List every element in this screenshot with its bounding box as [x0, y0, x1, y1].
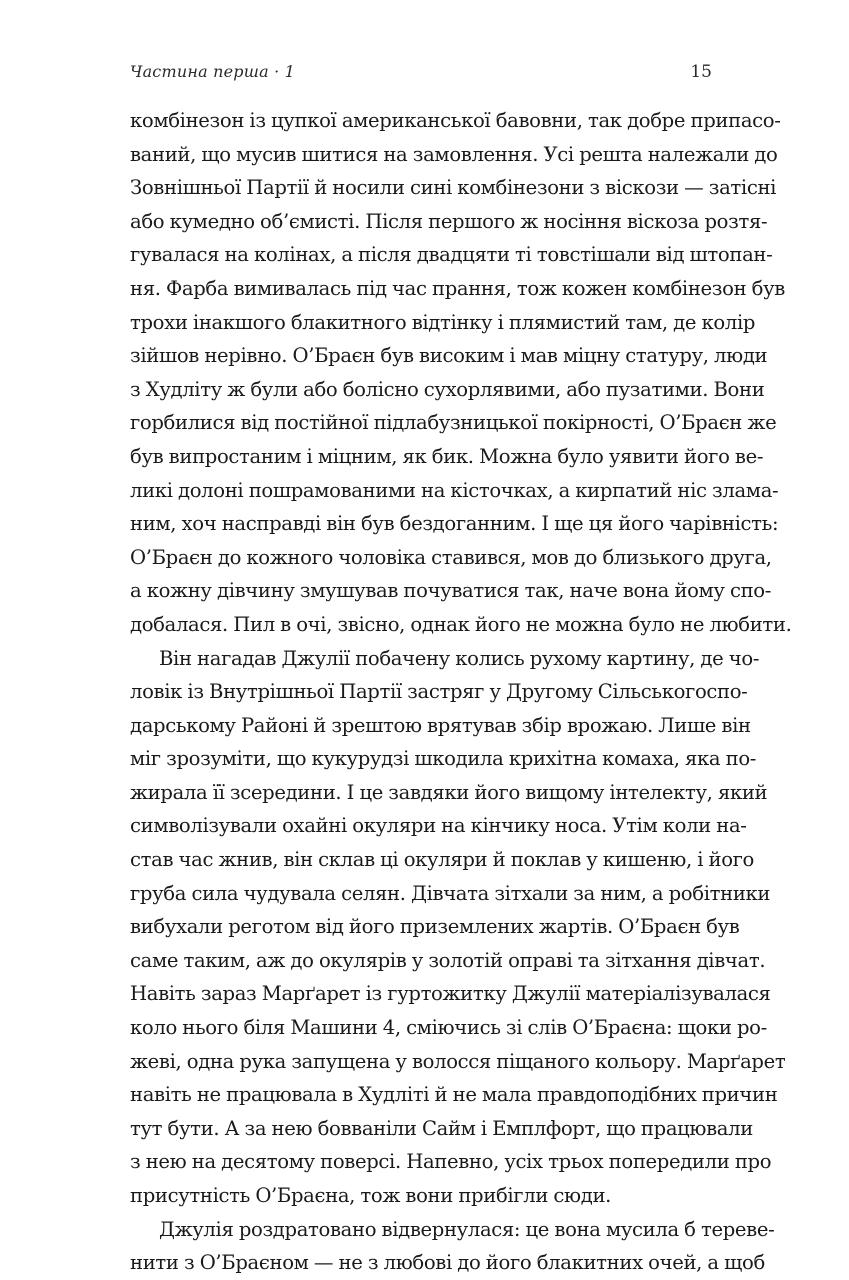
- text-line: ликі долоні пошрамованими на кісточках, а кирпатий ніс злама-: [130, 478, 779, 502]
- text-line: ним, хоч насправді він був бездоганним. І ще ця його чарівність:: [130, 512, 779, 536]
- paragraph: [130, 1213, 775, 1280]
- text-line: був випростаним і міцним, як бик. Можна було уявити його ве-: [130, 444, 764, 468]
- text-line: коло нього біля Машини 4, сміючись зі слів О’Браєна: щоки ро-: [130, 1016, 767, 1040]
- text-line: добалася. Пил в очі, звісно, однак його не можна було не любити.: [130, 612, 792, 636]
- text-line: Навіть зараз Марґарет із гуртожитку Джулії матеріалізувалася: [130, 982, 771, 1006]
- text-line: горбилися від постійної підлабузницької покірності, О’Браєн же: [130, 411, 777, 435]
- text-line: жеві, одна рука запущена у волосся піщаного кольору. Марґарет: [130, 1049, 786, 1073]
- text-line: трохи інакшого блакитного відтінку і плямистий там, де колір: [130, 310, 756, 334]
- text-line: нити з О’Браєном — не з любові до його блакитних очей, а щоб: [130, 1251, 765, 1275]
- text-line: Зовнішньої Партії й носили сині комбінезони з віскози — затісні: [130, 176, 777, 200]
- text-line: комбінезон із цупкої американської бавовни, так добре припасо-: [130, 109, 781, 132]
- text-line: навіть не працювала в Худліті й не мала правдоподібних причин: [130, 1083, 778, 1107]
- text-line: присутність О’Браєна, тож вони прибігли сюди.: [130, 1184, 612, 1207]
- text-line: гувалася на колінах, а після двадцяти ті товстішали від штопан-: [130, 243, 773, 267]
- text-line: саме таким, аж до окулярів у золотій оправі та зітхання дівчат.: [130, 948, 766, 972]
- paragraph: [130, 642, 786, 1213]
- text-line: О’Браєн до кожного чоловіка ставився, мов до близького друга,: [130, 545, 772, 569]
- page-number: 15: [690, 62, 712, 82]
- text-line: ловік із Внутрішньої Партії застряг у Другому Сільськогоспо-: [130, 680, 748, 704]
- text-line: вибухали реготом від його приземлених жартів. О’Браєн був: [130, 915, 740, 939]
- text-line: міг зрозуміти, що кукурудзі шкодила крихітна комаха, яка по-: [130, 747, 757, 771]
- text-line: груба сила чудувала селян. Дівчата зітхали за ним, а робітники: [130, 881, 771, 905]
- text-line: жирала її зсередини. І це завдяки його вищому інтелекту, який: [130, 780, 768, 804]
- body-text: [130, 104, 792, 1280]
- text-line: символізували охайні окуляри на кінчику носа. Утім коли на-: [130, 814, 747, 838]
- text-line: а кожну дівчину змушував почуватися так, наче вона йому спо-: [130, 579, 772, 603]
- text-line: ня. Фарба вимивалась під час прання, тож кожен комбінезон був: [130, 276, 785, 300]
- text-line: ваний, що мусив шитися на замовлення. Усі решта належали до: [130, 142, 778, 166]
- text-line: зійшов нерівно. О’Браєн був високим і мав міцну статуру, люди: [130, 344, 768, 368]
- text-line: або кумедно об’ємисті. Після першого ж носіння віскоза розтя-: [130, 209, 768, 233]
- text-line: став час жнив, він склав ці окуляри й поклав у кишеню, і його: [130, 848, 755, 872]
- chapter-title: Частина перша · 1: [130, 62, 296, 81]
- text-line: тут бути. А за нею бовваніли Сайм і Емплфорт, що працювали: [130, 1116, 753, 1140]
- paragraph: [130, 104, 792, 642]
- text-line: Він нагадав Джулії побачену колись рухому картину, де чо-: [159, 646, 760, 670]
- text-line: з Худліту ж були або болісно сухорлявими, або пузатими. Вони: [130, 377, 765, 401]
- text-line: Джулія роздратовано відвернулася: це вона мусила б тереве-: [159, 1217, 775, 1241]
- text-line: дарському Районі й зрештою врятував збір врожаю. Лише він: [130, 713, 751, 737]
- running-header: [130, 62, 712, 86]
- text-line: з нею на десятому поверсі. Напевно, усіх трьох попередили про: [130, 1150, 772, 1174]
